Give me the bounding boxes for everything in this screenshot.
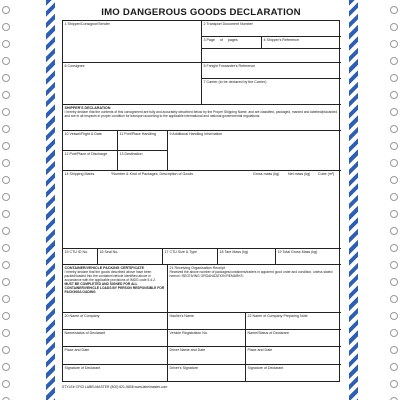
sprocket-hole xyxy=(390,227,398,235)
right-hazard-stripe xyxy=(349,0,358,400)
sprocket-hole xyxy=(390,23,398,31)
sprocket-hole xyxy=(390,346,398,354)
consignee-field[interactable]: 6 Consignee xyxy=(63,63,202,105)
freight-forwarder-field[interactable]: 5 Freight Forwarder's Reference xyxy=(202,63,341,79)
shipper-reference-entry[interactable] xyxy=(202,49,341,63)
port-handling-field[interactable]: 11 Port/Place Handling xyxy=(118,131,168,151)
sprocket-hole xyxy=(2,380,10,388)
certificate-heading: CONTAINER/VEHICLE PACKING CERTIFICATE xyxy=(64,266,144,270)
sprocket-hole xyxy=(390,91,398,99)
sprocket-hole xyxy=(2,278,10,286)
sprocket-hole xyxy=(390,244,398,252)
sprocket-hole xyxy=(2,346,10,354)
ctu-id-field[interactable]: 15 CTU ID No. xyxy=(63,249,98,265)
port-discharge-field[interactable]: 12 Port/Place of Discharge xyxy=(63,151,118,171)
cube-label: Cube (m³) xyxy=(318,172,335,176)
declarant-status-field[interactable]: Name/status of Declarant xyxy=(63,330,168,347)
page-field[interactable]: 3 Page of pages xyxy=(202,37,262,49)
form-title: IMO DANGEROUS GOODS DECLARATION xyxy=(101,7,301,18)
form-grid xyxy=(62,20,340,382)
sprocket-hole xyxy=(390,363,398,371)
company-name-field[interactable]: 20 Name of Company xyxy=(63,313,168,330)
declarant-signature-field-2[interactable]: Signature of Declarant xyxy=(247,366,284,370)
sprocket-hole xyxy=(390,261,398,269)
sprocket-hole xyxy=(2,91,10,99)
sprocket-hole xyxy=(390,193,398,201)
sprocket-hole xyxy=(2,74,10,82)
sprocket-hole xyxy=(390,125,398,133)
shipper-declaration xyxy=(63,105,341,131)
destination-field[interactable]: 13 Destination xyxy=(118,151,168,171)
receiving-text: Received the above number of packages/containers/trailers in apparent good order and condition, unless stated hereon: RECEIVING ORGANIZATION REMARKS: xyxy=(169,270,333,279)
sprocket-hole xyxy=(2,210,10,218)
sprocket-hole xyxy=(390,142,398,150)
place-date-field-2[interactable]: Place and Date xyxy=(246,347,341,365)
sprocket-hole xyxy=(390,210,398,218)
haulier-name-field[interactable]: Haulier's Name xyxy=(168,313,246,330)
sprocket-hole xyxy=(390,176,398,184)
sprocket-hole xyxy=(2,6,10,14)
right-sprocket-holes xyxy=(388,0,400,400)
sprocket-hole xyxy=(390,6,398,14)
sprocket-hole xyxy=(390,329,398,337)
sprocket-hole xyxy=(2,142,10,150)
transport-doc-field[interactable]: 2 Transport Document Number xyxy=(202,21,341,37)
sprocket-hole xyxy=(2,40,10,48)
sprocket-hole xyxy=(390,295,398,303)
sprocket-hole xyxy=(2,329,10,337)
sprocket-hole xyxy=(390,74,398,82)
tare-mass-field[interactable]: 18 Tare Mass (kg) xyxy=(218,249,276,265)
form-footer: STYLE# CF03 LABELMASTER (800) 621-5808 www.labelmaster.com xyxy=(62,385,168,389)
declarant-signature-field[interactable]: Signature of Declarant xyxy=(63,365,168,381)
net-mass-label: Net mass (kg) xyxy=(288,172,311,176)
sprocket-hole xyxy=(2,227,10,235)
carrier-field[interactable]: 7 Carrier (to be declared by the Carrier) xyxy=(202,79,341,105)
seal-number-field[interactable]: 16 Seal No. xyxy=(98,249,163,265)
sprocket-hole xyxy=(2,176,10,184)
left-sprocket-holes xyxy=(0,0,12,400)
packing-certificate xyxy=(63,265,168,313)
total-gross-mass-field[interactable]: 19 Total Gross Mass (kg) xyxy=(276,249,341,265)
declaration-heading: SHIPPER'S DECLARATION xyxy=(64,106,111,110)
goods-description-field[interactable]: 14 Shipping Marks *Number & Kind of Packages, Description of Goods Gross mass (kg) Net mass (kg) Cube (m³) xyxy=(63,171,341,249)
driver-signature-field[interactable]: Driver's Signature xyxy=(168,365,246,381)
shipper-reference-field[interactable]: 4 Shipper's Reference xyxy=(262,37,341,49)
additional-info-field[interactable]: 9 Additional Handling Information xyxy=(168,131,341,171)
sprocket-hole xyxy=(2,295,10,303)
certificate-warning: MUST BE COMPLETED AND SIGNED FOR ALL CONTAINER/VEHICLE LOADS BY PERSON RESPONSIBLE FOR PACKING/LOADING xyxy=(64,282,165,295)
sprocket-hole xyxy=(2,312,10,320)
sprocket-hole xyxy=(2,125,10,133)
sprocket-hole xyxy=(390,108,398,116)
sprocket-hole xyxy=(2,108,10,116)
vessel-field[interactable]: 10 Vessel/Flight & Date xyxy=(63,131,118,151)
shipper-field[interactable]: 1 Shipper/Consignor/Sender xyxy=(63,21,202,63)
sprocket-hole xyxy=(2,23,10,31)
sprocket-hole xyxy=(2,244,10,252)
receiving-receipt[interactable] xyxy=(168,265,341,313)
packages-description-label: *Number & Kind of Packages, Description of Goods xyxy=(111,172,194,176)
ctu-size-field[interactable]: 17 CTU Size & Type xyxy=(163,249,218,265)
sprocket-hole xyxy=(390,278,398,286)
preparing-company-field[interactable]: 22 Name of Company Preparing Note xyxy=(246,313,341,330)
declarant-status-field-2[interactable]: Name/Status of Declarant xyxy=(246,330,341,347)
dangerous-goods-form xyxy=(62,6,340,391)
sprocket-hole xyxy=(390,57,398,65)
gross-mass-label: Gross mass (kg) xyxy=(253,172,280,176)
sprocket-hole xyxy=(2,159,10,167)
receiving-heading: 21 Receiving Organisation Receipt xyxy=(169,266,225,270)
vehicle-registration-field[interactable]: Vehicle Registration No. xyxy=(168,330,246,347)
sprocket-hole xyxy=(390,380,398,388)
sprocket-hole xyxy=(2,261,10,269)
sprocket-hole xyxy=(2,193,10,201)
driver-date-field[interactable]: Driver Name and Date xyxy=(168,347,246,365)
sprocket-hole xyxy=(2,57,10,65)
sprocket-hole xyxy=(390,40,398,48)
declaration-text: I hereby declare that the contents of this consignment are fully and accurately described below by the Proper Shipping Name, and are classified, packaged, marked and labelled/placarded and are in all respects in proper condition for transport according to the applicable international and national governmental regulations. xyxy=(64,110,338,119)
sprocket-hole xyxy=(2,363,10,371)
certificate-text: I hereby declare that the goods described above have been packed/loaded into the container/vehicle identified above in accordance with the applicable provisions of IMDG code 5.4.2. xyxy=(64,270,156,283)
sprocket-hole xyxy=(390,159,398,167)
place-date-field[interactable]: Place and Date xyxy=(63,347,168,365)
sprocket-hole xyxy=(390,312,398,320)
left-hazard-stripe xyxy=(46,0,55,400)
